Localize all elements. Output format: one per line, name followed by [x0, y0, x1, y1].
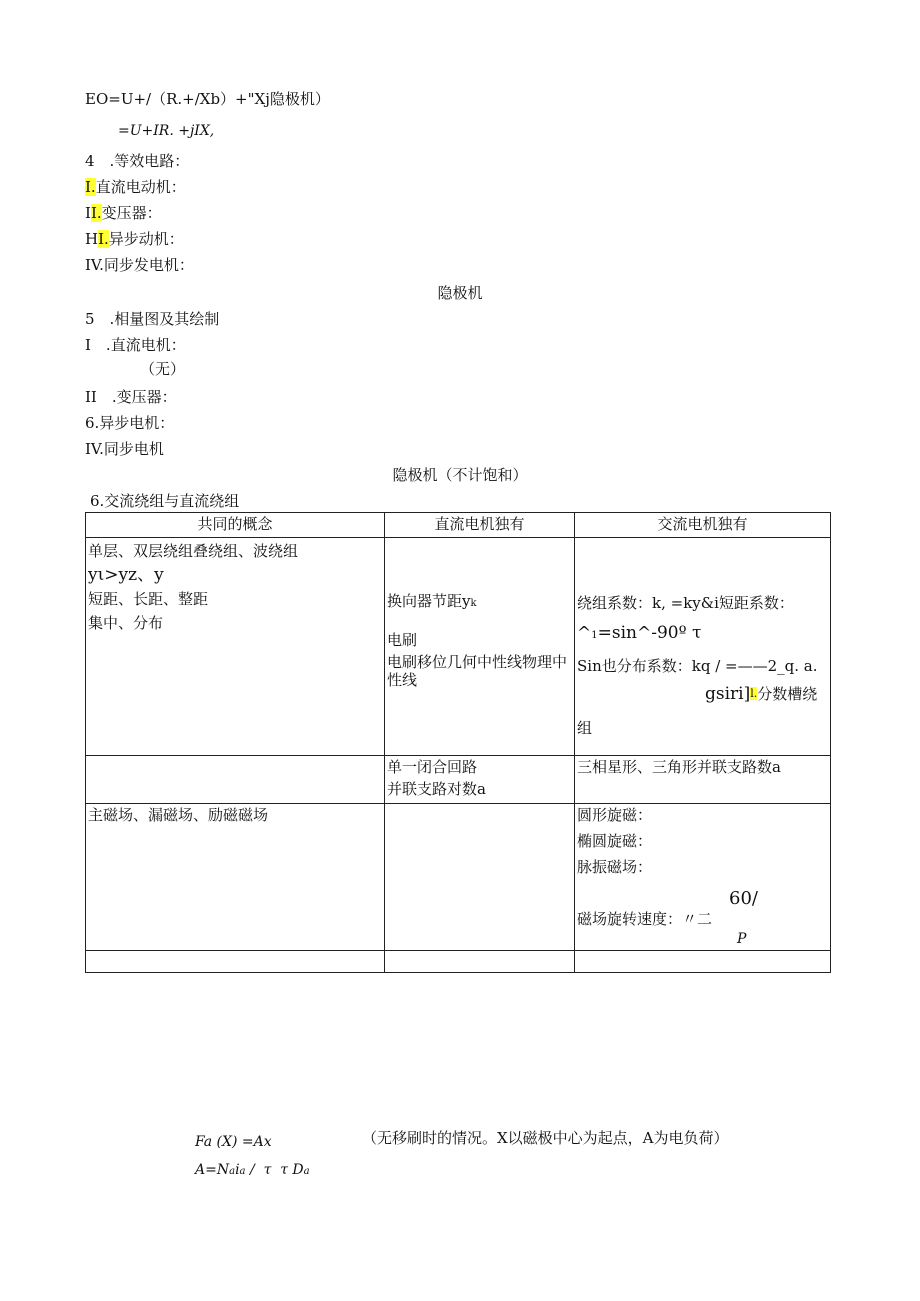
subscript: a — [229, 1166, 236, 1177]
s4-item-transformer — [85, 204, 162, 222]
subscript: a — [303, 1166, 310, 1177]
highlight-mark: I. — [98, 230, 109, 248]
s5-item-async: 6.异步电机： — [85, 414, 175, 432]
s4-item-label: 变压器： — [101, 204, 162, 222]
cell-ac-fields — [575, 804, 831, 951]
cell-dc-concepts — [385, 538, 575, 756]
section-5-heading: 5 .相量图及其绘制 — [85, 310, 220, 328]
table-row — [86, 951, 831, 973]
cell-line — [577, 624, 828, 645]
formula-part: / τ τ D — [245, 1162, 304, 1178]
section-4-heading: 4 .等效电路： — [85, 152, 190, 170]
cell-line: 绕组系数：k, =ky&i短距系数： — [577, 594, 794, 612]
cell-line: 单一闭合回路 — [387, 758, 478, 776]
cell-dc-circuit — [385, 756, 575, 804]
cell-empty — [385, 951, 575, 973]
cell-line: 短距、长距、整距 — [88, 590, 209, 608]
cell-line: 主磁场、漏磁场、励磁磁场 — [88, 806, 269, 824]
table-row — [86, 804, 831, 951]
cell-line: 电刷 — [387, 631, 418, 649]
s4-item-async-motor — [85, 230, 184, 248]
s4-item-label: 异步动机： — [108, 230, 184, 248]
winding-comparison-table — [85, 512, 831, 973]
header-ac-only: 交流电机独有 — [575, 513, 831, 538]
s4-item-sync-generator — [85, 256, 194, 274]
cell-line: 圆形旋磁： — [577, 806, 653, 824]
s4-item-label: 直流电动机： — [95, 178, 186, 196]
cell-line: 三相星形、三角形并联支路数a — [577, 758, 781, 776]
header-dc-only: 直流电机独有 — [385, 513, 575, 538]
cell-line: yι>yz、y — [88, 565, 164, 585]
cell-line: 椭圆旋磁： — [577, 832, 653, 850]
table-header-row — [86, 513, 831, 538]
highlight-mark: I. — [90, 204, 102, 222]
formula-mmf: Fa (X) =Ax — [195, 1134, 272, 1150]
formula-part: gsiri] — [705, 684, 751, 704]
formula-part: i — [235, 1162, 240, 1178]
cell-line — [387, 592, 572, 613]
cell-empty — [86, 951, 385, 973]
subscript: 1 — [591, 630, 598, 641]
equation-emf: EO=U+/（R.+/Xb）+"Xj隐极机） — [85, 90, 330, 108]
cell-empty — [86, 756, 385, 804]
subscript: k — [470, 598, 477, 609]
cell-line — [577, 685, 828, 703]
center-label-non-salient: 隐极机 — [437, 284, 483, 302]
s4-item-prefix: I — [85, 204, 91, 222]
cell-line: 集中、分布 — [88, 614, 164, 632]
speed-label: 磁场旋转速度：〃二 — [577, 910, 713, 928]
cell-common-concepts — [86, 538, 385, 756]
cell-empty — [575, 951, 831, 973]
cell-line: 并联支路对数a — [387, 780, 486, 798]
formula-mmf-note: （无移刷时的情况。X以磁极中心为起点，A为电负荷） — [362, 1129, 729, 1147]
formula-part: ^ — [577, 623, 592, 643]
cell-ac-concepts — [575, 538, 831, 756]
subscript: a — [239, 1166, 246, 1177]
table-row — [86, 538, 831, 756]
highlight-mark: I. — [85, 178, 96, 196]
table-row — [86, 756, 831, 804]
center-label-unsaturated: 隐极机（不计饱和） — [392, 466, 528, 484]
cell-line: 脉振磁场： — [577, 858, 653, 876]
cell-line: 单层、双层绕组叠绕组、波绕组 — [88, 542, 299, 560]
s5-item-dc: I .直流电机： — [85, 336, 186, 354]
header-common: 共同的概念 — [86, 513, 385, 538]
cell-magnetic-fields — [86, 804, 385, 951]
formula-part: A=N — [195, 1162, 230, 1178]
highlight-mark: l. — [750, 687, 758, 700]
commutator-pitch: 换向器节距y — [387, 592, 471, 610]
cell-line: 电刷移位几何中性线物理中性线 — [387, 653, 568, 689]
speed-denominator: P — [737, 931, 747, 947]
section-6-heading: 6.交流绕组与直流绕组 — [90, 492, 240, 510]
formula-part: 分数槽绕 — [757, 685, 818, 703]
equation-emf-expanded: =U+IR. +jIX, — [118, 123, 215, 139]
s4-item-label: IV.同步发电机： — [85, 256, 194, 274]
s5-item-transformer: II .变压器： — [85, 388, 177, 406]
s4-item-dc-motor — [85, 178, 186, 196]
s4-item-prefix: H — [85, 230, 99, 248]
s5-none-note: （无） — [140, 360, 186, 378]
formula-part: =sin^-90º τ — [597, 623, 702, 643]
formula-electric-loading — [195, 1161, 310, 1181]
s5-item-sync: IV.同步电机 — [85, 440, 164, 458]
cell-line: 组 — [577, 719, 593, 737]
cell-line: Sin也分布系数：kq / =——2_q. a. — [577, 657, 818, 675]
speed-numerator: 60/ — [729, 888, 758, 909]
cell-empty — [385, 804, 575, 951]
cell-ac-circuit — [575, 756, 831, 804]
